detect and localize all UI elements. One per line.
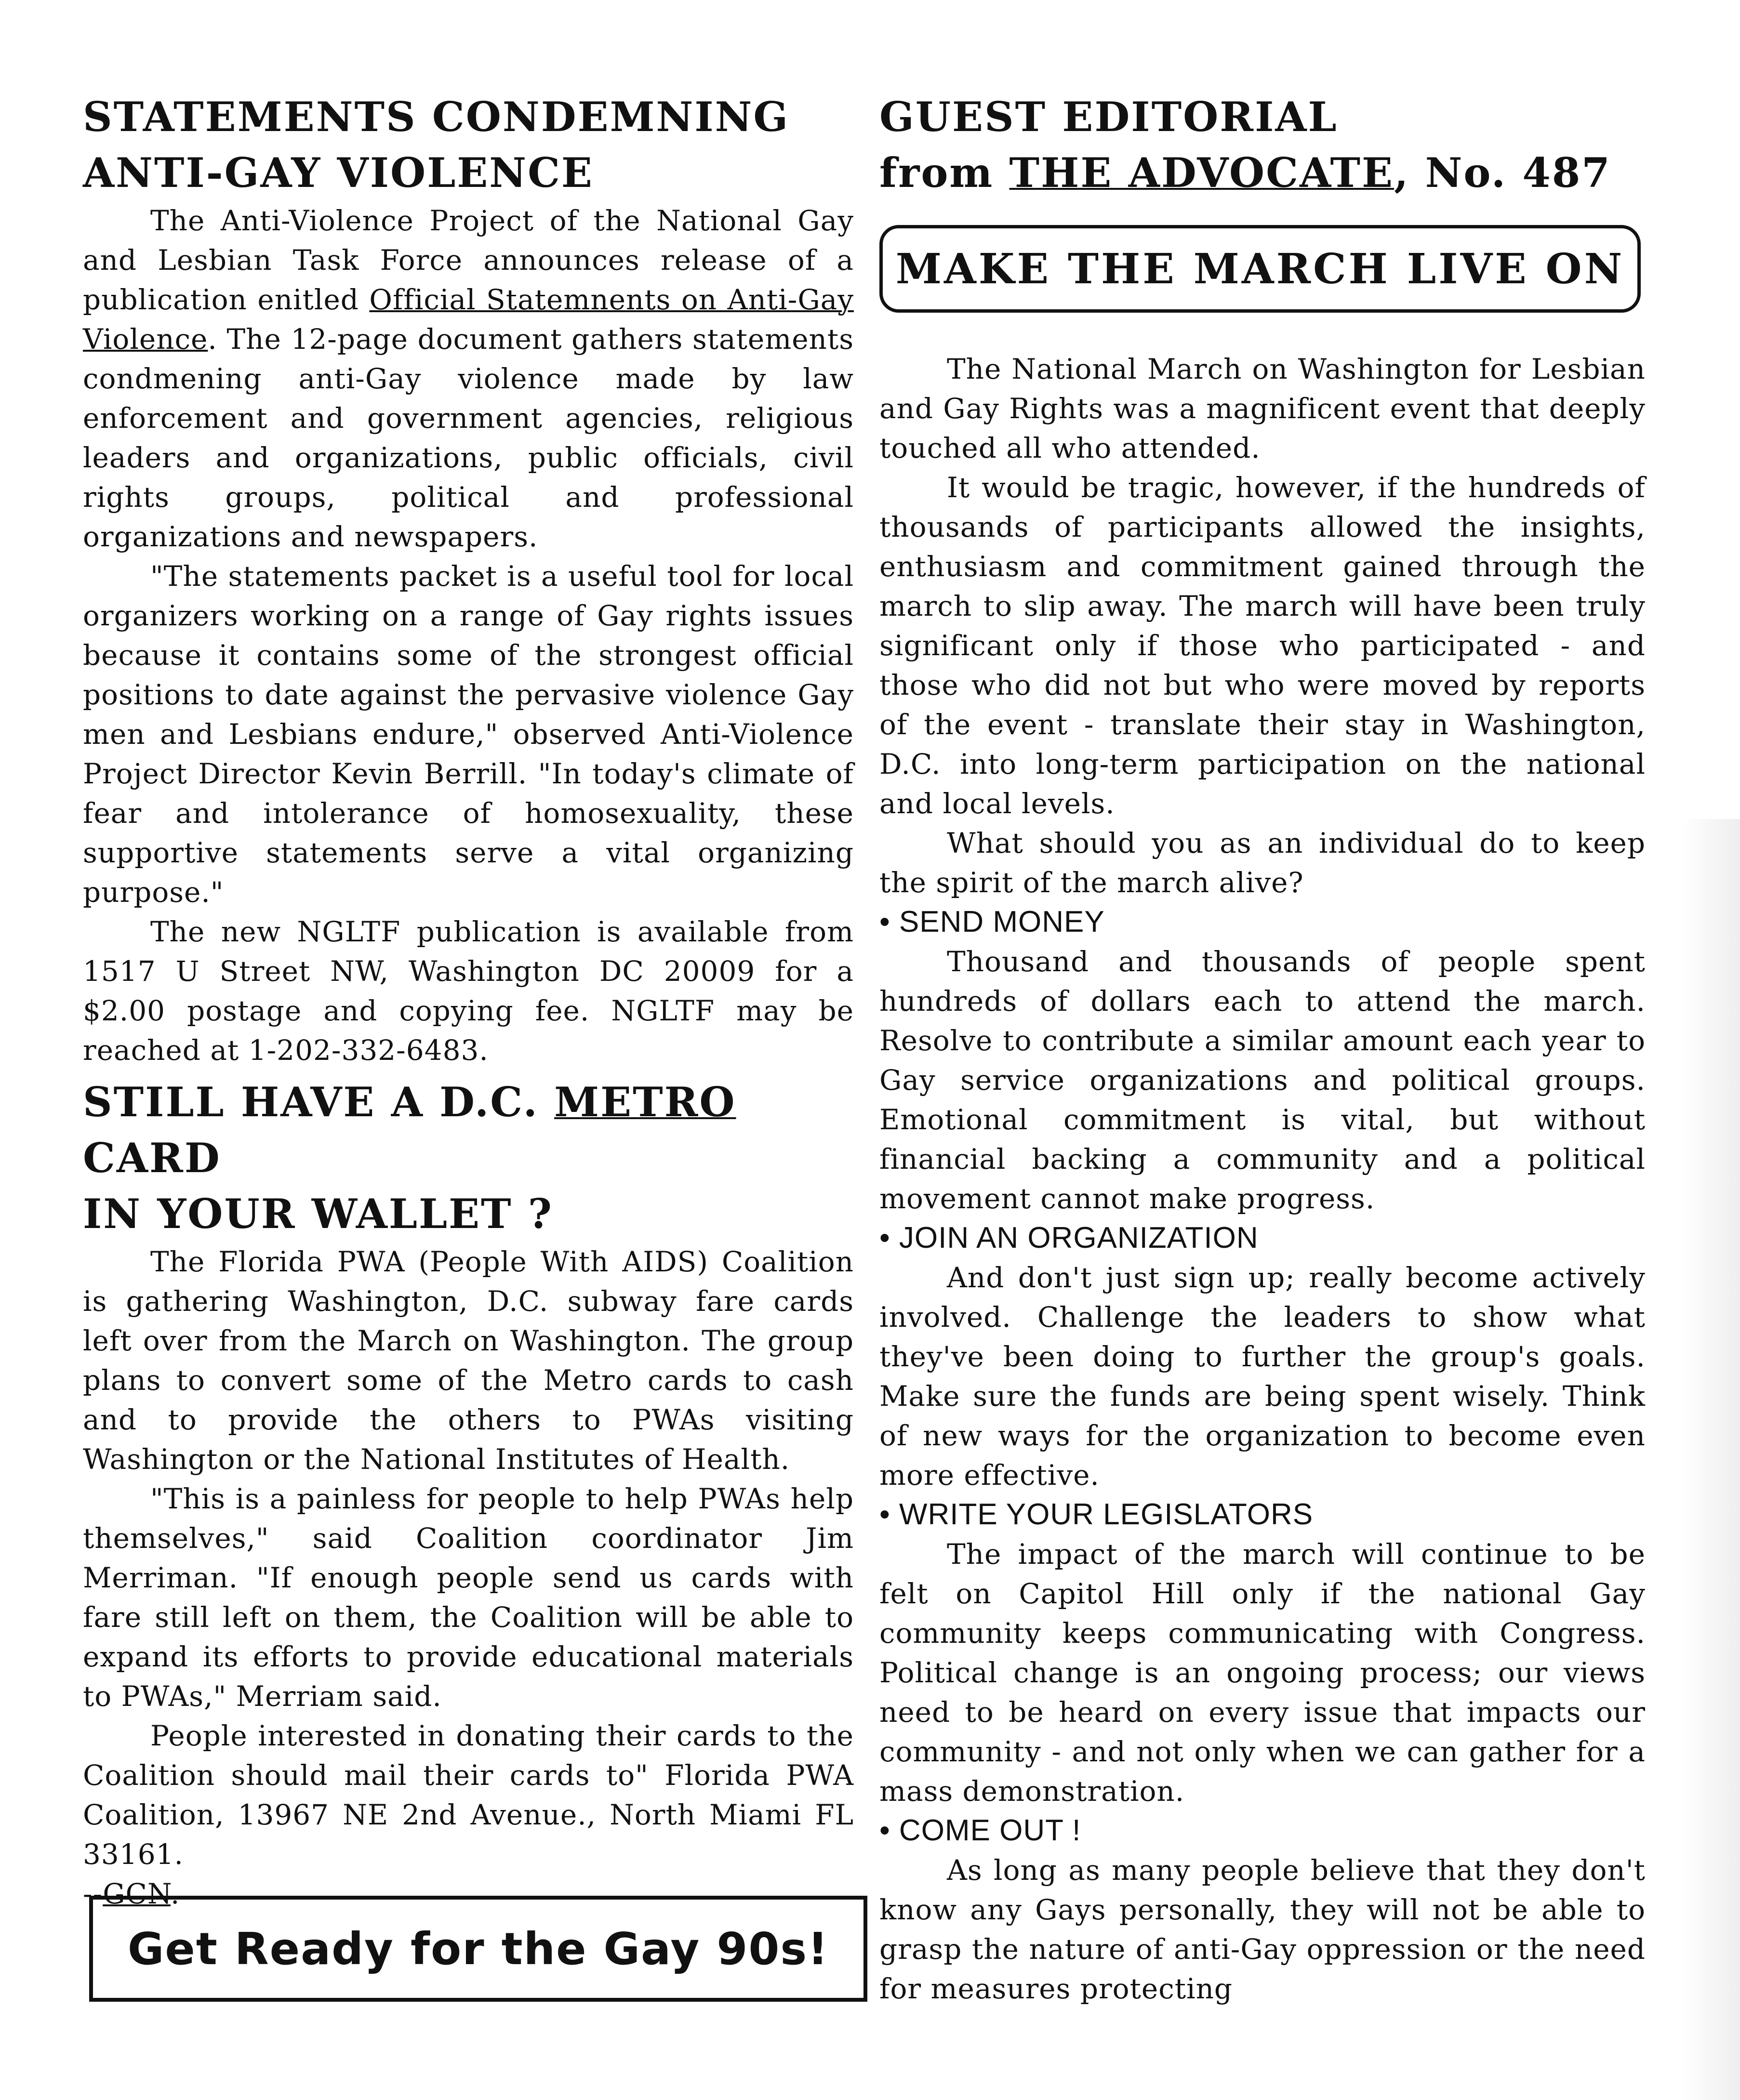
article-metro-card (83, 1074, 854, 1914)
guest-editorial-header (879, 89, 1646, 201)
headline (83, 89, 854, 201)
bullet-heading: • COME OUT ! (879, 1814, 1081, 1847)
headline-text: CARD (83, 1134, 221, 1182)
text: . (170, 1877, 180, 1910)
headline-line-1: STATEMENTS CONDEMNING (83, 93, 790, 141)
paragraph: It would be tragic, however, if the hundreds of thousands of participants allowed the insights, enthusiasm and commitment gained through the march to slip away. The march will have been truly significant only if those who participated - and those who did not but who were moved by reports of the event - translate their stay in Washington, D.C. into long-term participation on the national and local levels. (879, 471, 1646, 820)
headline-line-2: ANTI-GAY VIOLENCE (83, 149, 594, 197)
scan-edge-shadow (1682, 819, 1740, 2100)
headline-text: STILL HAVE A D.C. (83, 1078, 555, 1126)
paragraph: The new NGLTF publication is available from 1517 U Street NW, Washington DC 20009 for a $2.00 postage and copying fee. NGLTF may be reached at 1-202-332-6483. (83, 915, 854, 1067)
paragraph: "The statements packet is a useful tool for local organizers working on a range of Gay rights issues because it contains some of the strongest official positions to date against the pervasive violence Gay men and Lesbians endure," observed Anti-Violence Project Director Kevin Berrill. "In today's climate of fear and intolerance of homosexuality, these supportive statements serve a vital organizing purpose." (83, 560, 854, 909)
paragraph: The National March on Washington for Lesbian and Gay Rights was a magnificent event that deeply touched all who attended. (879, 353, 1646, 464)
paragraph: What should you as an individual do to keep the spirit of the march alive? (879, 827, 1646, 899)
paragraph (83, 201, 854, 556)
bullet-heading: • SEND MONEY (879, 905, 1105, 938)
paragraph: People interested in donating their cards to the Coalition should mail their cards to" Florida PWA Coalition, 13967 NE 2nd Avenue., North Miami FL 33161. (83, 1719, 854, 1871)
bullet-heading: • JOIN AN ORGANIZATION (879, 1221, 1259, 1255)
headline (83, 1074, 854, 1242)
headline-line-1: GUEST EDITORIAL (879, 93, 1338, 141)
paragraph: "This is a painless for people to help PWAs help themselves," said Coalition coordinator Jim Merriman. "If enough people send us cards with fare still left on them, the Coalition will be able to expand its efforts to provide educational materials to PWAs," Merriam said. (83, 1482, 854, 1713)
paragraph: The impact of the march will continue to be felt on Capitol Hill only if the national Gay community keeps communicating with Congress. Political change is an ongoing process; our views need to be heard on every issue that impacts our community - and not only when we can gather for a mass demonstration. (879, 1538, 1646, 1808)
paragraph: Thousand and thousands of people spent hundreds of dollars each to attend the march. Resolve to contribute a similar amount each year to Gay service organizations and political groups. Emotional commitment is vital, but without financial backing a community and a political movement cannot make progress. (879, 945, 1646, 1215)
article-anti-gay-violence (83, 89, 854, 1070)
bullet-heading: • WRITE YOUR LEGISLATORS (879, 1498, 1314, 1531)
text: The Anti-Violence Project of the National Gay and Lesbian Task Force announces release of a publication enitled (83, 204, 854, 316)
paragraph: And don't just sign up; really become actively involved. Challenge the leaders to show what they've been doing to further the group's goals. Make sure the funds are being spent wisely. Think of new ways for the organization to become even more effective. (879, 1261, 1646, 1492)
credit-source: GCN (103, 1877, 171, 1910)
publication-name: THE ADVOCATE (1009, 149, 1395, 197)
issue-number: , No. 487 (1394, 149, 1611, 197)
text: . The 12-page document gathers statements condmening anti-Gay violence made by law enforcement and government agencies, religious leaders and organizations, public officials, civil rights groups, political and professional organizations and newspapers. (83, 323, 854, 553)
text: -- (83, 1877, 103, 1910)
paragraph: The Florida PWA (People With AIDS) Coalition is gathering Washington, D.C. subway fare cards left over from the March on Washington. The group plans to convert some of the Metro cards to cash and to provide the others to PWAs visiting Washington or the National Institutes of Health. (83, 1245, 854, 1476)
headline-metro: METRO (554, 1078, 736, 1126)
promo-box: Get Ready for the Gay 90s! (89, 1896, 867, 2002)
paragraph: As long as many people believe that they don't know any Gays personally, they will not be able to grasp the nature of anti-Gay oppression or the need for measures protecting (879, 1854, 1646, 2005)
editorial-title-box: MAKE THE MARCH LIVE ON (879, 225, 1641, 313)
text: from (879, 149, 1009, 197)
publication-title: Official Statemnents on Anti-Gay Violence (83, 283, 854, 356)
headline-line-2: IN YOUR WALLET ? (83, 1190, 554, 1238)
editorial-body (879, 349, 1646, 2008)
headline (879, 89, 1646, 201)
